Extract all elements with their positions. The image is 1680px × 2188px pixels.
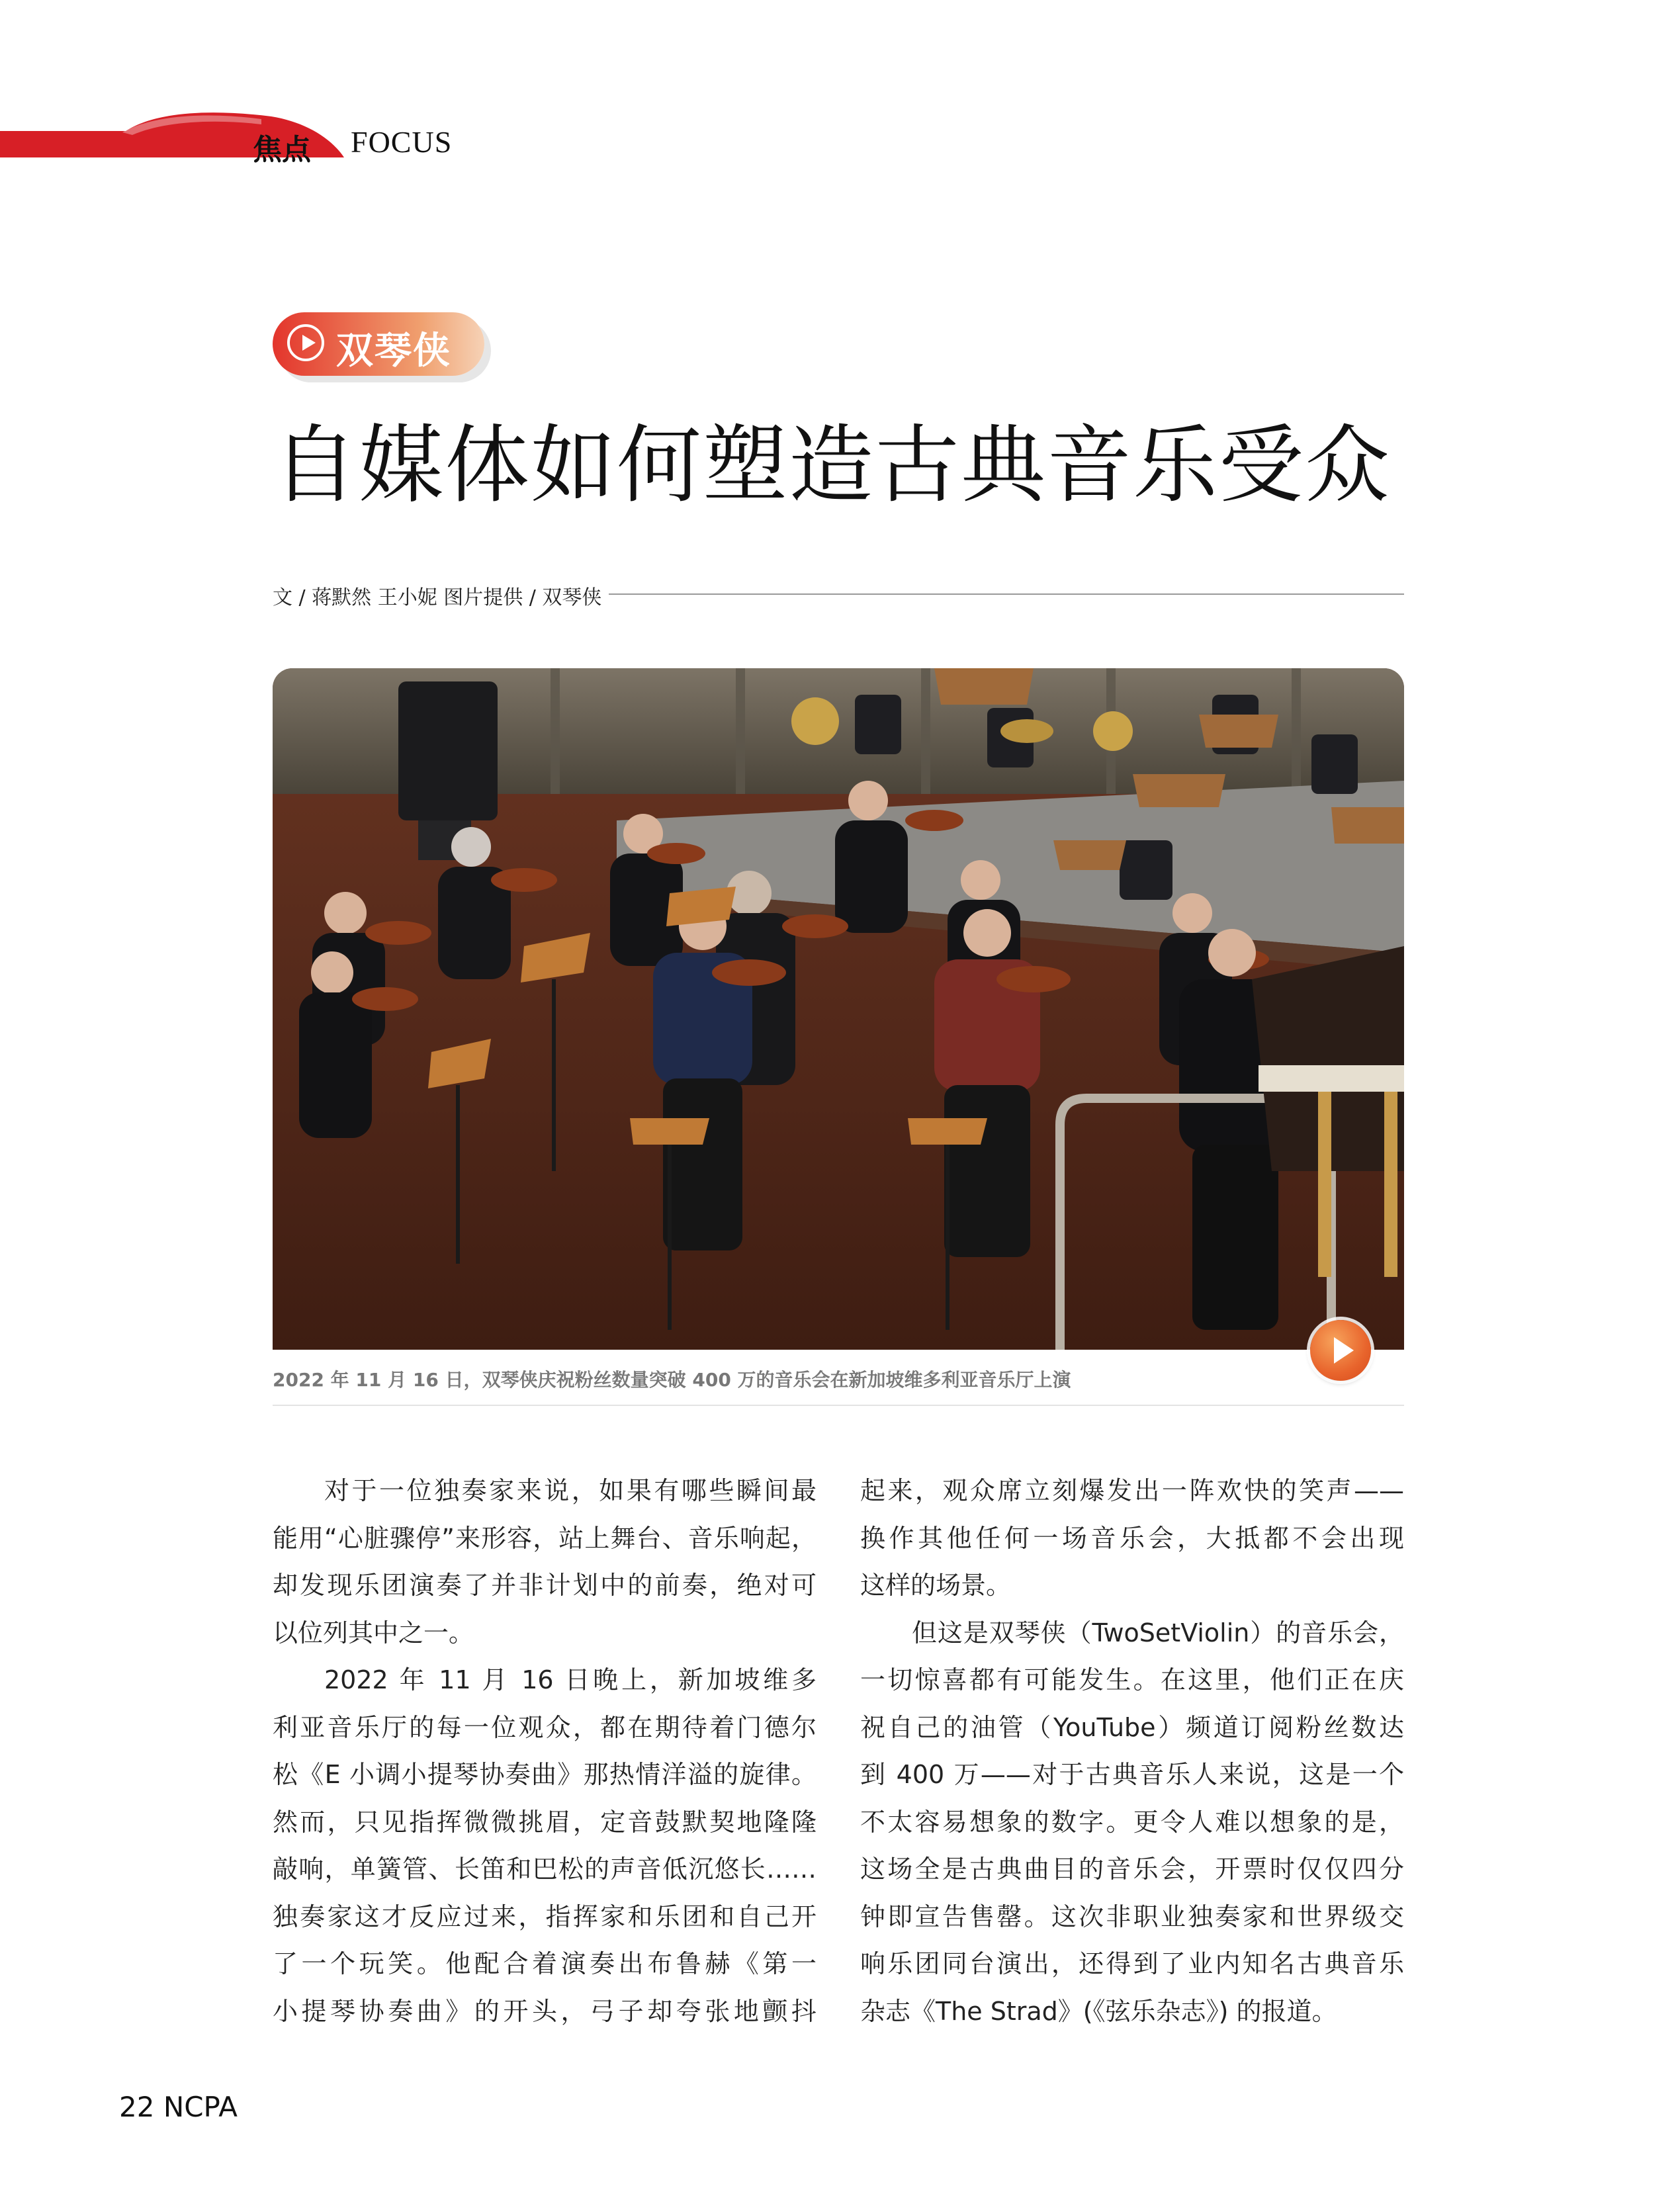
- section-label-en: FOCUS: [351, 125, 453, 159]
- body-line: 这样的场景。: [860, 1571, 1012, 1600]
- body-line: 独奏家这才反应过来，指挥家和乐团和自己开: [273, 1902, 817, 1931]
- body-line: 响乐团同台演出，还得到了业内知名古典音乐: [860, 1949, 1404, 1978]
- body-line: 了一个玩笑。他配合着演奏出布鲁赫《第一: [273, 1949, 817, 1978]
- concert-photo: [273, 668, 1404, 1350]
- body-line: 能用“心脏骤停”来形容，站上舞台、音乐响起，: [273, 1523, 817, 1553]
- body-line: 杂志《The Strad》(《弦乐杂志》) 的报道。: [860, 1996, 1337, 2026]
- page-number: 22: [119, 2091, 155, 2123]
- body-line: 一切惊喜都有可能发生。在这里，他们正在庆: [860, 1665, 1404, 1694]
- body-line: 但这是双琴侠（TwoSetViolin）的音乐会，: [912, 1618, 1404, 1647]
- section-label-cn: 焦点: [253, 133, 311, 167]
- play-circle-icon: [287, 324, 324, 361]
- concert-photo-illustration: [273, 668, 1404, 1350]
- body-line: 这场全是古典曲目的音乐会，开票时仅仅四分: [860, 1855, 1404, 1884]
- body-line: 祝自己的油管（YouTube）频道订阅粉丝数达: [860, 1712, 1404, 1742]
- body-column-left: [273, 1467, 817, 2035]
- body-line: 起来，观众席立刻爆发出一阵欢快的笑声——: [860, 1476, 1404, 1505]
- body-line: 小提琴协奏曲》的开头，弓子却夸张地颤抖: [273, 1996, 817, 2026]
- article-byline: 文 / 蒋默然 王小妮 图片提供 / 双琴侠: [273, 586, 602, 609]
- body-line: 不太容易想象的数字。更令人难以想象的是，: [860, 1807, 1404, 1837]
- caption-divider: [273, 1405, 1404, 1406]
- body-line: 钟即宣告售罄。这次非职业独奏家和世界级交: [860, 1902, 1404, 1931]
- photo-caption: 2022 年 11 月 16 日，双琴侠庆祝粉丝数量突破 400 万的音乐会在新加坡维多利亚音乐厅上演: [273, 1369, 1071, 1391]
- video-play-button[interactable]: [1310, 1320, 1371, 1381]
- body-line: 以位列其中之一。: [273, 1618, 474, 1647]
- body-line: 换作其他任何一场音乐会，大抵都不会出现: [860, 1523, 1404, 1553]
- body-line: 松《E 小调小提琴协奏曲》那热情洋溢的旋律。: [273, 1760, 817, 1789]
- column-tag-label: 双琴侠: [336, 329, 451, 372]
- body-line: 到 400 万——对于古典音乐人来说，这是一个: [860, 1760, 1404, 1789]
- page-folio: [119, 2091, 238, 2123]
- publication-name: NCPA: [163, 2091, 238, 2123]
- body-line: 却发现乐团演奏了并非计划中的前奏，绝对可: [273, 1571, 817, 1600]
- body-line: 然而，只见指挥微微挑眉，定音鼓默契地隆隆: [273, 1807, 817, 1837]
- body-line: 利亚音乐厅的每一位观众，都在期待着门德尔: [273, 1712, 817, 1742]
- byline-divider: [609, 593, 1404, 595]
- body-line: 2022 年 11 月 16 日晚上，新加坡维多: [324, 1665, 817, 1694]
- body-column-right: [860, 1467, 1404, 2035]
- body-line: 敲响，单簧管、长笛和巴松的声音低沉悠长……: [273, 1855, 817, 1884]
- column-tag: [273, 312, 484, 376]
- article-title: 自媒体如何塑造古典音乐受众: [273, 416, 1392, 515]
- body-line: 对于一位独奏家来说，如果有哪些瞬间最: [324, 1476, 817, 1505]
